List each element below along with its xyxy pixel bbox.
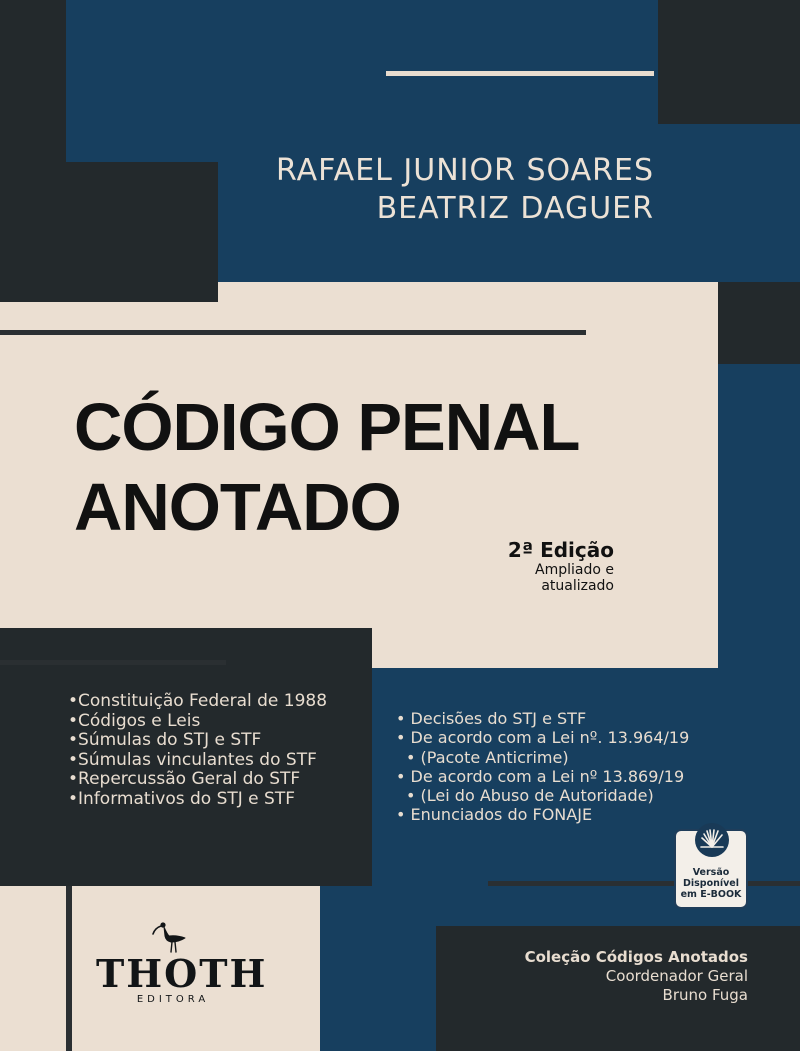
divider-top [386, 71, 654, 76]
features-left [68, 692, 327, 809]
list-item: • Decisões do STJ e STF [396, 709, 689, 728]
publisher-name: THOTH [96, 951, 268, 996]
ibis-bird-icon [151, 920, 195, 954]
collection-person: Bruno Fuga [662, 986, 748, 1004]
authors [276, 152, 654, 228]
list-item: • Súmulas do STJ e STF [68, 731, 327, 751]
author-1: RAFAEL JUNIOR SOARES [276, 153, 654, 188]
publisher-logo [96, 920, 268, 1006]
list-item: • Constituição Federal de 1988 [68, 692, 327, 712]
list-item: • Enunciados do FONAJE [396, 805, 689, 824]
divider-badge [488, 881, 800, 886]
book-title [74, 388, 579, 548]
edition-subtitle-2: atualizado [541, 578, 614, 594]
divider-features [0, 660, 226, 665]
edition-subtitle-1: Ampliado e [535, 562, 614, 578]
divider-title [0, 330, 586, 335]
list-item: • De acordo com a Lei nº 13.869/19 [396, 767, 689, 786]
badge-line: Disponível [682, 878, 740, 889]
collection-info [525, 948, 748, 1005]
badge-line: em E-BOOK [680, 889, 742, 900]
edition-info [508, 538, 614, 594]
bg-block-right-mid-blue [718, 364, 800, 684]
title-line-2: ANOTADO [74, 470, 401, 545]
list-item: • De acordo com a Lei nº. 13.964/19 [396, 728, 689, 747]
badge-text [676, 867, 746, 900]
bg-block-top-right [658, 0, 800, 124]
collection-title: Coleção Códigos Anotados [524, 948, 748, 966]
list-item-continuation: • (Lei do Abuso de Autoridade) [396, 786, 689, 805]
bg-block-right-blue [658, 124, 800, 282]
divider-bottom-left [66, 886, 72, 1051]
publisher-sub: EDITORA [136, 994, 210, 1005]
list-item: • Súmulas vinculantes do STF [68, 751, 327, 771]
bg-block-cream-notch [0, 282, 218, 302]
list-item: • Informativos do STJ e STF [68, 790, 327, 810]
collection-role: Coordenador Geral [605, 967, 748, 985]
title-line-1: CÓDIGO PENAL [74, 390, 580, 465]
book-pages-icon [695, 823, 729, 857]
list-item-continuation: • (Pacote Anticrime) [396, 748, 689, 767]
ebook-badge [674, 829, 748, 909]
list-item: • Códigos e Leis [68, 712, 327, 732]
list-item: • Repercussão Geral do STF [68, 770, 327, 790]
edition-label: 2ª Edição [507, 538, 614, 562]
badge-line: Versão [692, 867, 730, 878]
features-right [396, 709, 689, 825]
bg-block-left-dark [0, 162, 218, 302]
author-2: BEATRIZ DAGUER [376, 191, 654, 226]
